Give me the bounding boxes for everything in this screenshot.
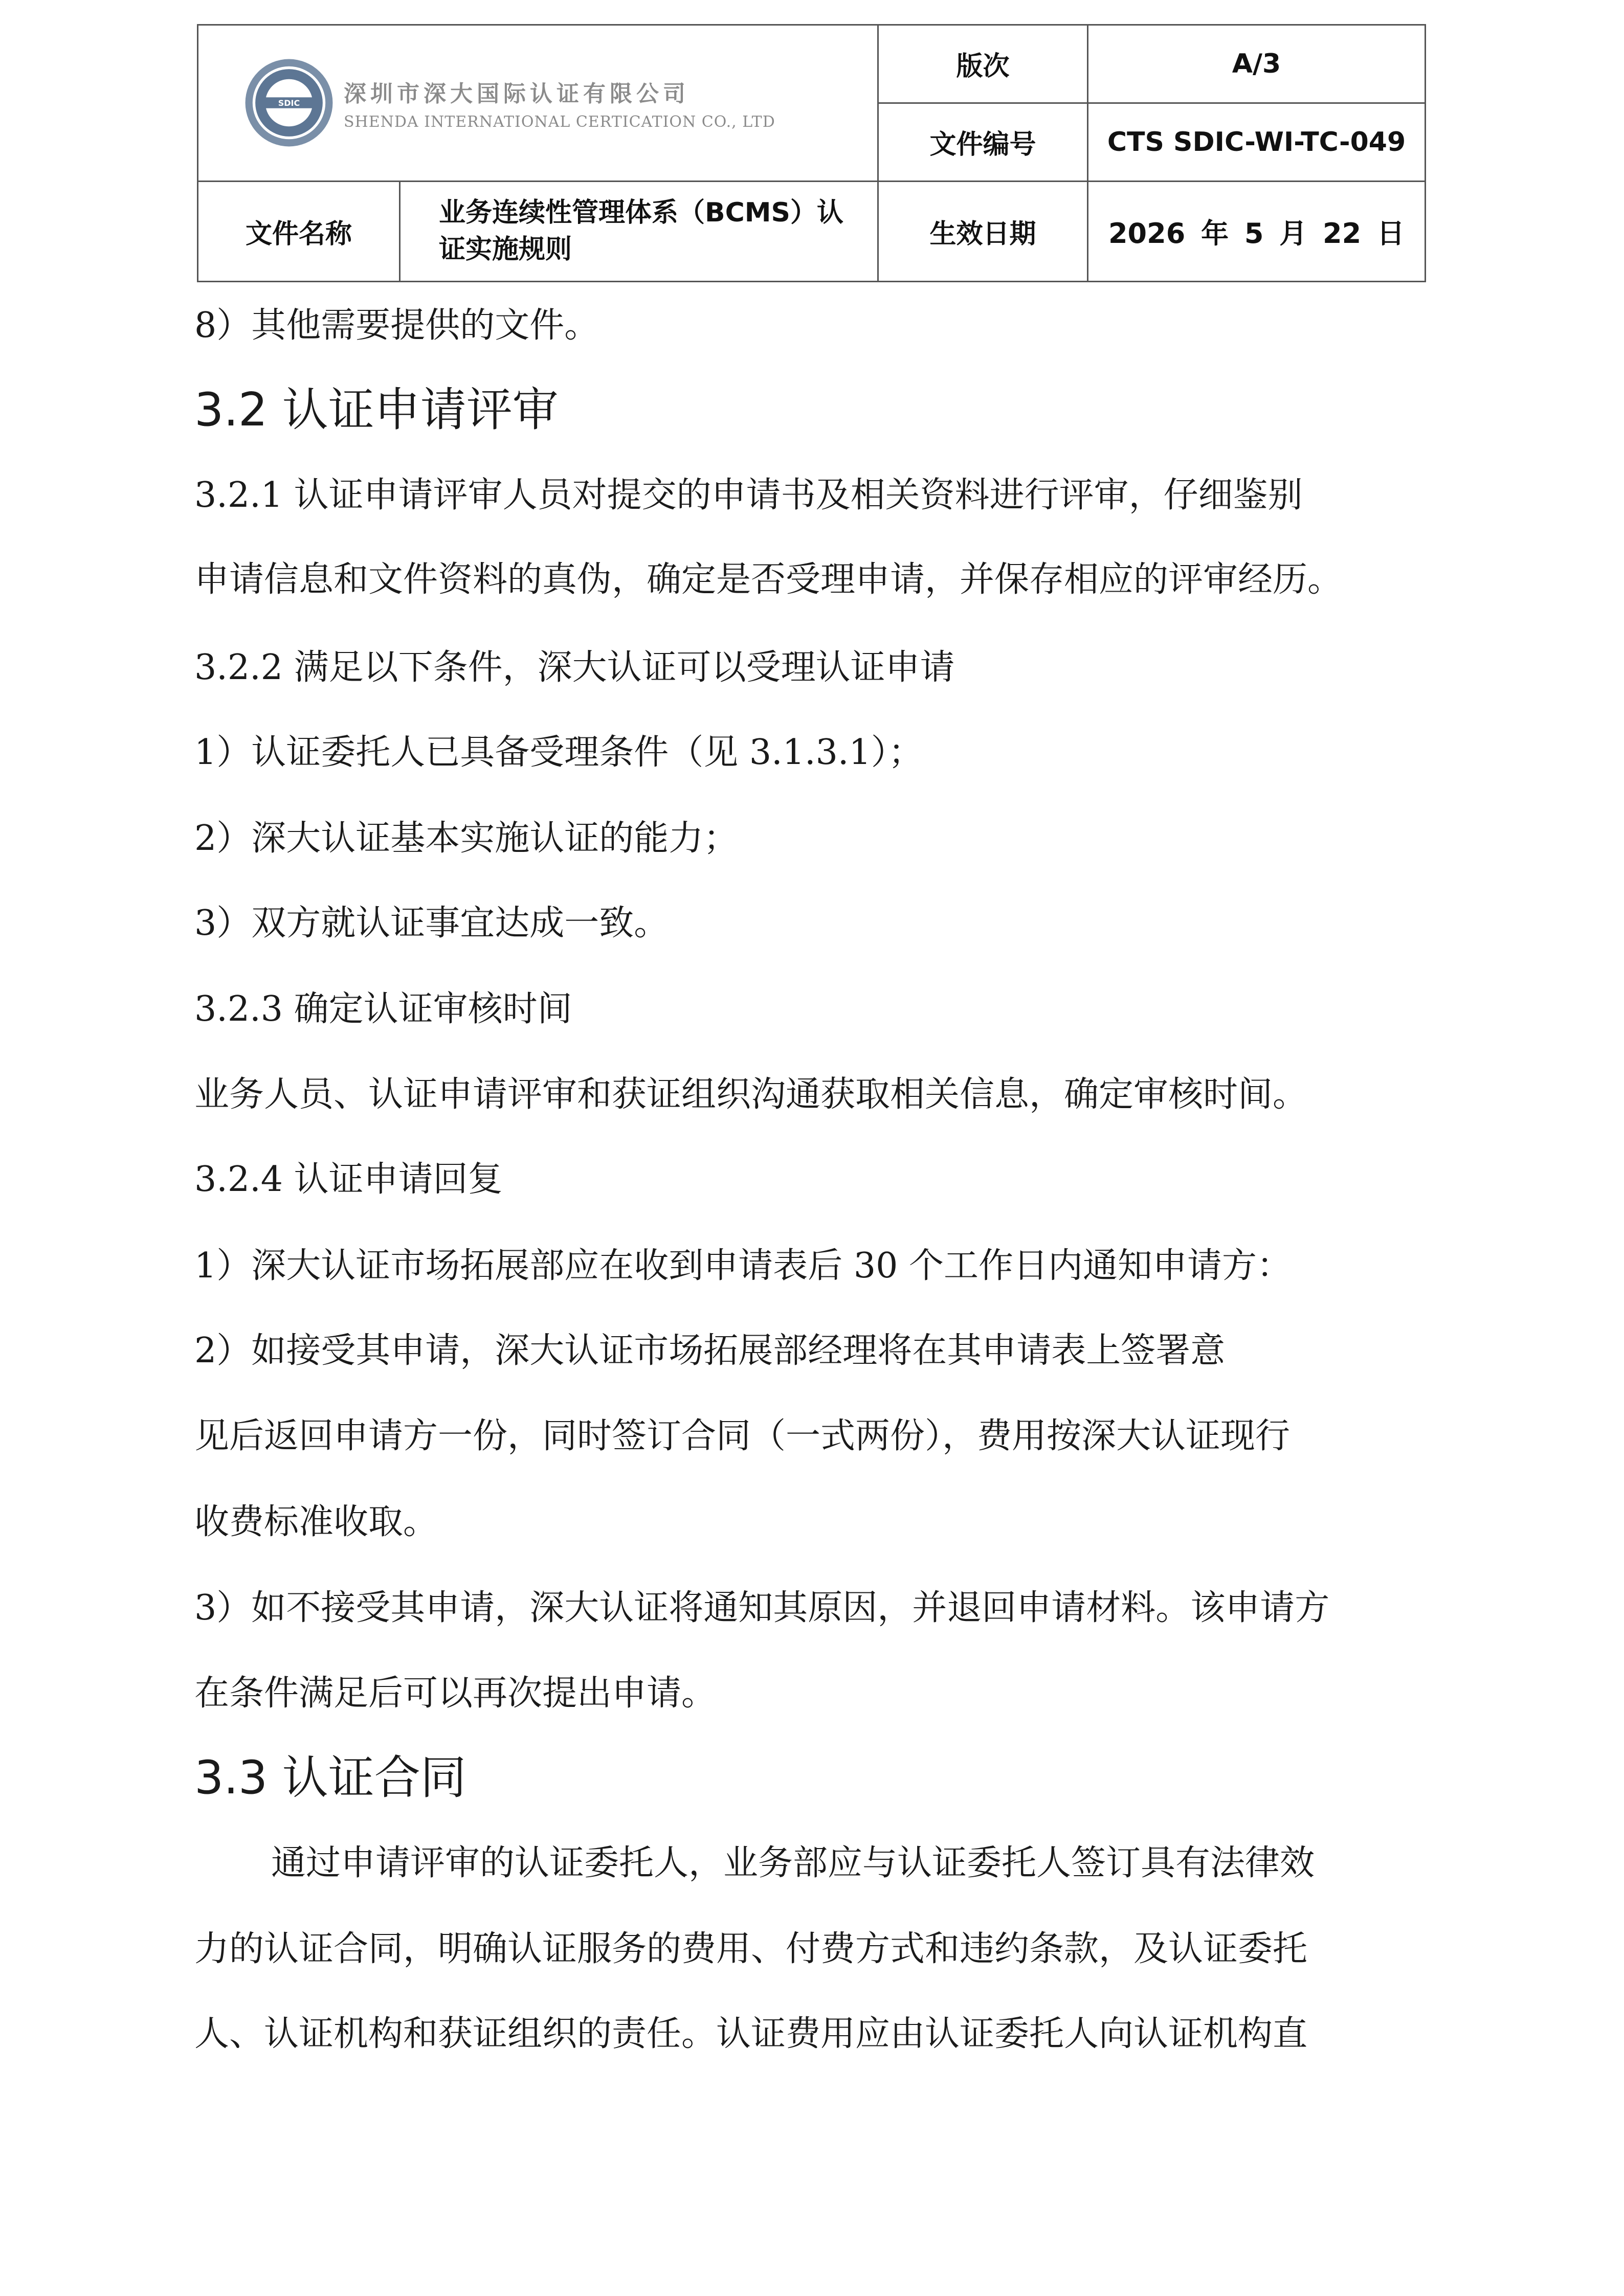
version-label: 版次 (878, 25, 1088, 103)
body-line-4: 3.2.2 满足以下条件，深大认证可以受理认证申请 (194, 647, 955, 688)
body-line-8: 3.2.3 确定认证审核时间 (194, 989, 572, 1029)
company-name-en: SHENDA INTERNATIONAL CERTICATION CO., LTD (344, 112, 775, 131)
sdic-seal-icon (243, 57, 335, 148)
body-line-10: 3.2.4 认证申请回复 (194, 1159, 503, 1200)
document-number-label: 文件编号 (878, 103, 1088, 181)
company-name-cn: 深圳市深大国际认证有限公司 (344, 80, 689, 107)
section-heading-3-2: 3.2 认证申请评审 (194, 383, 559, 437)
body-line-3: 申请信息和文件资料的真伪，确定是否受理申请，并保存相应的评审经历。 (194, 559, 1343, 600)
document-number-value: CTS SDIC-WI-TC-049 (1088, 103, 1426, 181)
body-line-5: 1）认证委托人已具备受理条件（见 3.1.3.1）； (194, 732, 923, 773)
svg-text:SDIC: SDIC (278, 98, 300, 108)
document-header-table (197, 24, 1426, 282)
company-logo-cell (198, 25, 878, 182)
document-name-label: 文件名称 (198, 181, 400, 281)
document-name-value: 业务连续性管理体系（BCMS）认证实施规则 (400, 181, 878, 281)
body-line-14: 收费标准收取。 (194, 1502, 438, 1542)
body-line-11: 1）深大认证市场拓展部应在收到申请表后 30 个工作日内通知申请方： (194, 1246, 1292, 1286)
body-line-19: 人、认证机构和获证组织的责任。认证费用应由认证委托人向认证机构直 (194, 2014, 1308, 2054)
body-line-2: 3.2.1 认证申请评审人员对提交的申请书及相关资料进行评审，仔细鉴别 (194, 475, 1303, 515)
body-line-13: 见后返回申请方一份，同时签订合同（一式两份），费用按深大认证现行 (194, 1416, 1291, 1456)
body-line-12: 2）如接受其申请，深大认证市场拓展部经理将在其申请表上签署意 (194, 1331, 1226, 1371)
effective-date-value: 2026 年 5 月 22 日 (1088, 181, 1426, 281)
company-logo (198, 57, 877, 148)
body-line-9: 业务人员、认证申请评审和获证组织沟通获取相关信息，确定审核时间。 (194, 1074, 1308, 1115)
body-line-1: 8）其他需要提供的文件。 (194, 305, 599, 346)
effective-date-label: 生效日期 (878, 181, 1088, 281)
body-line-18: 力的认证合同，明确认证服务的费用、付费方式和违约条款，及认证委托 (194, 1929, 1308, 1969)
body-line-15: 3）如不接受其申请，深大认证将通知其原因，并退回申请材料。该申请方 (194, 1588, 1330, 1628)
body-line-17: 通过申请评审的认证委托人，业务部应与认证委托人签订具有法律效 (271, 1843, 1315, 1883)
section-heading-3-3: 3.3 认证合同 (194, 1751, 466, 1805)
version-value: A/3 (1088, 25, 1426, 103)
body-line-6: 2）深大认证基本实施认证的能力； (194, 818, 739, 859)
body-line-7: 3）双方就认证事宜达成一致。 (194, 903, 669, 943)
body-line-16: 在条件满足后可以再次提出申请。 (194, 1673, 717, 1714)
